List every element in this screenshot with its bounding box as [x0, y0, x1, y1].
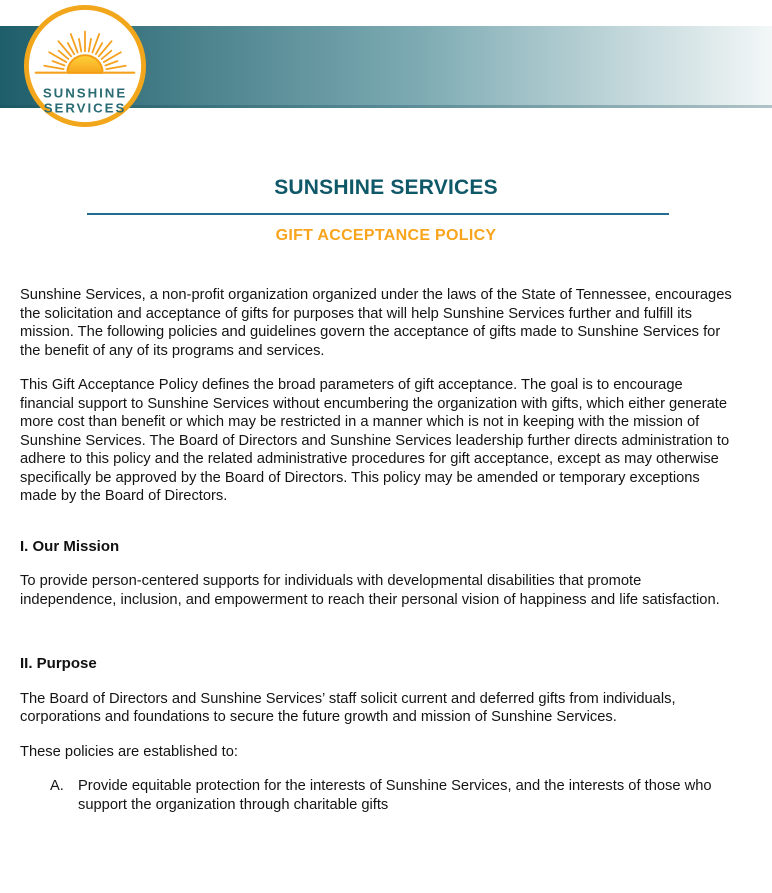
- mission-paragraph: To provide person-centered supports for individuals with developmental disabilities that promote independence, inclusion, and empowerment to reach their personal vision of happiness and life satisfaction.: [20, 573, 720, 608]
- intro-paragraph-2: This Gift Acceptance Policy defines the broad parameters of gift acceptance. The goal is to encourage financial support to Sunshine Services without encumbering the organization with gifts, which either generate more cost than benefit or which may be restricted in a manner which is not in keeping with the mission of Sunshine Services. The Board of Directors and Sunshine Services leadership further directs administration to adhere to this policy and the related administrative procedures for gift acceptance, except as may otherwise specifically be approved by the Board of Directors. This policy may be amended or temporary exceptions made by the Board of Directors.: [20, 377, 730, 504]
- list-item-a: [20, 777, 734, 814]
- document-title: SUNSHINE SERVICES: [274, 176, 498, 199]
- list-marker-a: A.: [50, 778, 64, 794]
- purpose-paragraph: The Board of Directors and Sunshine Services’ staff solicit current and deferred gifts from individuals, corporations and foundations to secure the future growth and mission of Sunshine Services.: [20, 690, 676, 725]
- section-heading-mission: I. Our Mission: [20, 537, 120, 555]
- logo-text-line1: SUNSHINE: [42, 85, 128, 101]
- org-logo: [22, 3, 148, 129]
- logo-text-line2: SERVICES: [43, 100, 127, 116]
- title-divider: [87, 213, 669, 215]
- document-body: [20, 286, 734, 814]
- policies-intro: These policies are established to:: [20, 743, 238, 760]
- intro-paragraph-1: Sunshine Services, a non-profit organization organized under the laws of the State of Tennessee, encourages the solicitation and acceptance of gifts for purposes that will help Sunshine Services further and fulfill its mission. The following policies and guidelines govern the acceptance of gifts made to Sunshine Services for the benefit of any of its programs and services.: [20, 287, 732, 359]
- list-item-a-text: Provide equitable protection for the interests of Sunshine Services, and the interests of those who support the organization through charitable gifts: [78, 778, 712, 813]
- section-heading-purpose: II. Purpose: [20, 655, 97, 672]
- sun-logo-icon: [22, 3, 148, 129]
- document-subtitle: GIFT ACCEPTANCE POLICY: [275, 227, 497, 244]
